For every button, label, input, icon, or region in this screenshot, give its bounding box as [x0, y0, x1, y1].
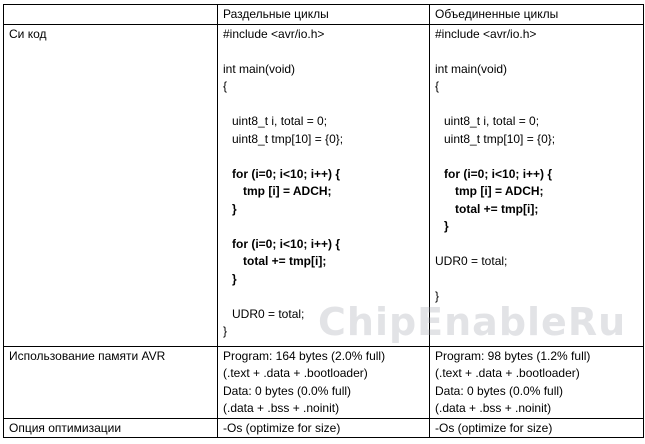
code-line: } [444, 219, 449, 233]
header-row [4, 5, 644, 25]
code-line [223, 43, 425, 61]
code-line: uint8_t i, total = 0; [232, 114, 328, 128]
header-merged-loops: Объединенные циклы [430, 5, 644, 25]
code-line: #include <avr/io.h> [435, 26, 537, 41]
memory-merged-cell [430, 346, 644, 418]
memory-row-label: Использование памяти AVR [4, 346, 218, 418]
memory-line: (.text + .data + .bootloader) [223, 366, 368, 380]
code-line: for (i=0; i<10; i++) { [232, 166, 341, 181]
code-line: uint8_t i, total = 0; [444, 114, 540, 128]
code-line: int main(void) [435, 61, 508, 76]
code-line: for (i=0; i<10; i++) { [444, 166, 553, 181]
code-line: { [435, 79, 440, 93]
memory-line: Program: 98 bytes (1.2% full) [435, 348, 591, 363]
site-watermark: ChipEnableRu [318, 300, 627, 344]
code-line [223, 288, 425, 306]
code-line: total += tmp[i]; [243, 254, 327, 268]
code-line: } [435, 289, 440, 303]
code-line: UDR0 = total; [435, 254, 508, 268]
memory-line: Program: 164 bytes (2.0% full) [223, 348, 386, 363]
code-line [435, 236, 639, 254]
code-line [435, 43, 639, 61]
code-line: for (i=0; i<10; i++) { [232, 236, 341, 251]
memory-line: (.data + .bss + .noinit) [435, 401, 552, 415]
code-line: total += tmp[i]; [455, 201, 539, 216]
code-line [223, 148, 425, 166]
memory-line: Data: 0 bytes (0.0% full) [435, 383, 564, 398]
memory-line: Data: 0 bytes (0.0% full) [223, 383, 352, 398]
code-line: } [232, 201, 237, 216]
optimization-row [4, 418, 644, 438]
code-line: tmp [i] = ADCH; [243, 184, 332, 198]
optimization-merged-value: -Os (optimize for size) [430, 418, 644, 438]
memory-separate-cell [218, 346, 430, 418]
code-line: UDR0 = total; [232, 306, 305, 321]
code-row [4, 24, 644, 346]
code-line [223, 218, 425, 236]
header-separate-loops: Раздельные циклы [218, 5, 430, 25]
code-line: #include <avr/io.h> [223, 26, 325, 41]
code-line [435, 148, 639, 166]
comparison-table [3, 4, 644, 438]
memory-row [4, 346, 644, 418]
code-line: uint8_t tmp[10] = {0}; [444, 131, 556, 146]
code-merged-cell [430, 24, 644, 346]
optimization-row-label: Опция оптимизации [4, 418, 218, 438]
code-line: tmp [i] = ADCH; [455, 184, 544, 198]
optimization-separate-value: -Os (optimize for size) [218, 418, 430, 438]
memory-line: (.text + .data + .bootloader) [435, 366, 580, 380]
code-line: } [232, 271, 237, 286]
header-empty-cell [4, 5, 218, 25]
code-line: int main(void) [223, 61, 296, 76]
code-line: } [223, 324, 228, 338]
code-line [223, 96, 425, 114]
code-line: { [223, 79, 228, 93]
code-separate-cell [218, 24, 430, 346]
code-line [435, 96, 639, 114]
code-line: uint8_t tmp[10] = {0}; [232, 131, 344, 146]
memory-line: (.data + .bss + .noinit) [223, 401, 340, 415]
code-row-label: Си код [4, 24, 218, 346]
code-line [435, 271, 639, 289]
